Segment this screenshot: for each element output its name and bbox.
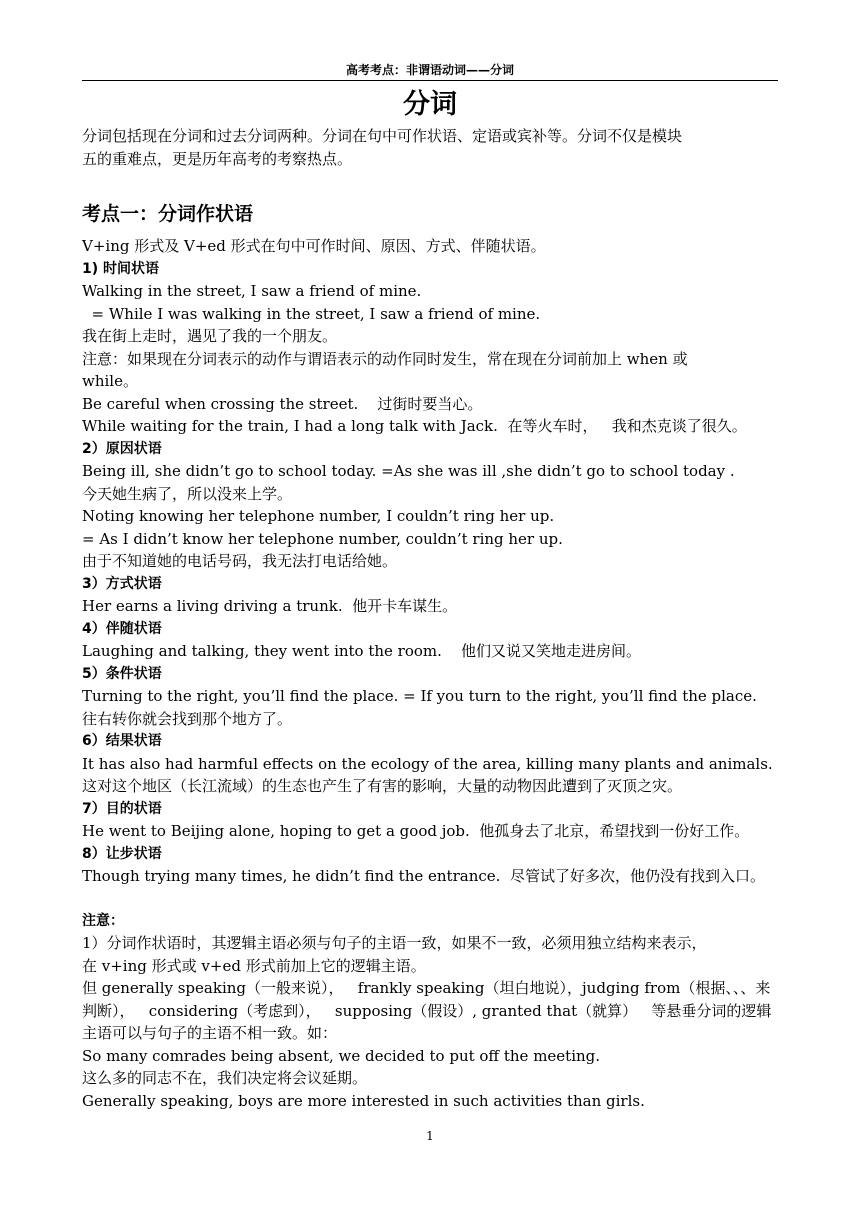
note-line: 判断）， considering（考虑到）， supposing（假设）, granted that（就算） 等悬垂分词的逻辑	[82, 1001, 772, 1020]
page-title: 分词	[403, 89, 457, 120]
document-body	[82, 125, 780, 1112]
note-line: Generally speaking, boys are more interested in such activities than girls.	[82, 1091, 645, 1110]
page-number: 1	[426, 1129, 434, 1143]
header-rule	[82, 80, 778, 81]
note-line: 但 generally speaking（一般来说）， frankly speaking（坦白地说），judging from（根据、、、来	[82, 979, 771, 997]
section-heading: 考点一：分词作状语	[82, 203, 254, 225]
subheading-condition: 5）条件状语	[82, 665, 162, 682]
subheading-manner: 3）方式状语	[82, 575, 162, 592]
running-header: 高考考点：非谓语动词——分词	[345, 63, 514, 77]
subheading-result: 6）结果状语	[82, 733, 162, 749]
subheading-time: 1) 时间状语	[82, 260, 160, 277]
example-line: 这对这个地区（长江流域）的生态也产生了有害的影响，大量的动物因此遭到了灭顶之灾。	[82, 777, 683, 795]
example-line: Turning to the right, you’ll find the place. = If you turn to the right, you’ll find the place.	[82, 687, 757, 705]
note-line: So many comrades being absent, we decided to put off the meeting.	[82, 1046, 601, 1065]
example-line: Her earns a living driving a trunk. 他开卡车谋生。	[82, 597, 458, 615]
example-line: Laughing and talking, they went into the room. 他们又说又笑地走进房间。	[82, 642, 641, 660]
intro-line: 分词包括现在分词和过去分词两种。分词在句中可作状语、定语或宾补等。分词不仅是模块	[82, 127, 683, 145]
note-line: 这么多的同志不在，我们决定将会议延期。	[82, 1069, 368, 1087]
example-line: Walking in the street, I saw a friend of mine.	[82, 282, 422, 300]
example-line: 往右转你就会找到那个地方了。	[82, 709, 293, 728]
example-line: 注意：如果现在分词表示的动作与谓语表示的动作同时发生，常在现在分词前加上 when 或	[82, 349, 688, 368]
subheading-purpose: 7）目的状语	[82, 800, 162, 817]
example-line: It has also had harmful effects on the ecology of the area, killing many plants and animals.	[82, 754, 773, 773]
example-line: He went to Beijing alone, hoping to get a good job. 他孤身去了北京，希望找到一份好工作。	[82, 822, 750, 840]
example-line: = While I was walking in the street, I saw a friend of mine.	[82, 304, 541, 323]
example-line: Though trying many times, he didn’t find the entrance. 尽管试了好多次，他仍没有找到入口。	[82, 867, 765, 885]
note-line: 在 v+ing 形式或 v+ed 形式前加上它的逻辑主语。	[82, 956, 426, 975]
example-line: 由于不知道她的电话号码，我无法打电话给她。	[82, 552, 398, 570]
example-line: = As I didn’t know her telephone number, couldn’t ring her up.	[82, 529, 563, 548]
note-heading: 注意：	[82, 912, 124, 929]
example-line: Be careful when crossing the street. 过街时要当心。	[82, 394, 483, 413]
example-line: 今天她生病了，所以没来上学。	[82, 484, 293, 503]
example-line: While waiting for the train, I had a long talk with Jack. 在等火车时， 我和杰克谈了很久。	[82, 417, 747, 435]
subheading-reason: 2）原因状语	[82, 440, 162, 457]
subheading-accompany: 4）伴随状语	[82, 620, 162, 637]
example-line: Noting knowing her telephone number, I couldn’t ring her up.	[82, 507, 555, 525]
subheading-concession: 8）让步状语	[82, 845, 162, 862]
section-intro: V+ing 形式及 V+ed 形式在句中可作时间、原因、方式、伴随状语。	[82, 237, 546, 255]
note-line: 主语可以与句子的主语不相一致。如：	[82, 1024, 338, 1042]
example-line: Being ill, she didn’t go to school today. =As she was ill ,she didn’t go to school today .	[82, 462, 735, 480]
example-line: while。	[82, 372, 138, 390]
intro-line: 五的重难点，更是历年高考的考察热点。	[82, 149, 353, 168]
note-line: 1）分词作状语时，其逻辑主语必须与句子的主语一致，如果不一致，必须用独立结构来表示，	[82, 934, 707, 952]
example-line: 我在街上走时，遇见了我的一个朋友。	[82, 327, 338, 345]
